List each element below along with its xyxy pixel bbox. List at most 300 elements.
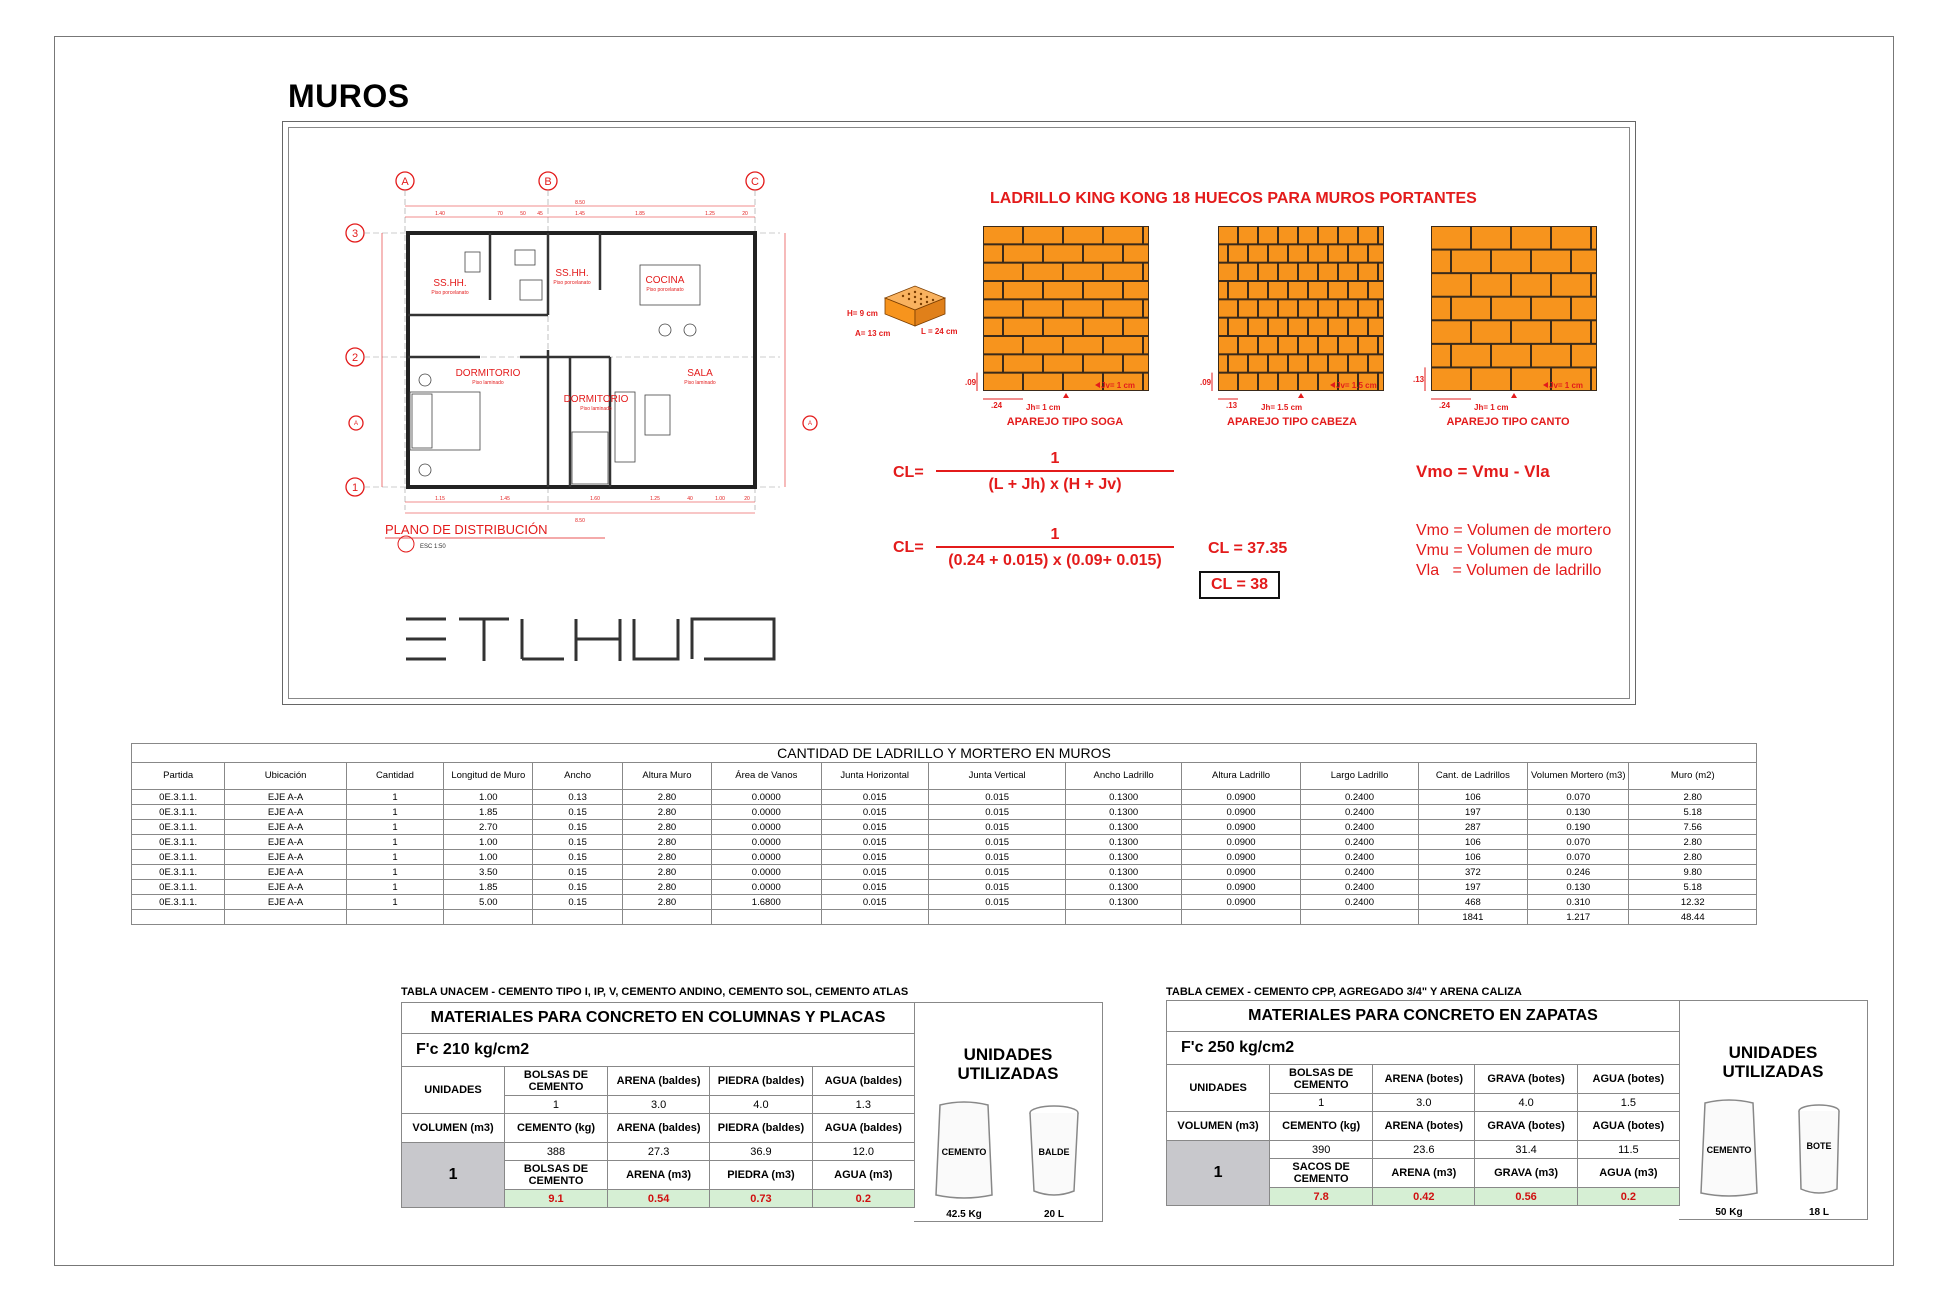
dim-top: 50 — [520, 211, 526, 217]
brick — [1432, 251, 1450, 273]
table-cell: 2.80 — [1629, 835, 1757, 850]
room-dormitorio-2-floor: Piso laminado — [580, 406, 612, 412]
table-cell: 2.80 — [622, 865, 711, 880]
unacem-table — [401, 1002, 915, 1208]
table-cell: 0E.3.1.1. — [132, 895, 225, 910]
brick — [1259, 337, 1277, 353]
brick-dim-h: H= 9 cm — [847, 309, 878, 318]
brick — [1592, 274, 1596, 296]
header-cell: AGUA (baldes) — [812, 1114, 914, 1143]
bag-label: CEMENTO — [1706, 1145, 1752, 1155]
brick — [984, 319, 1002, 335]
brick — [1472, 321, 1510, 343]
table-cell: EJE A-A — [225, 880, 346, 895]
table-cell: 1.85 — [444, 805, 533, 820]
brick — [984, 264, 1022, 280]
materials-title: MATERIALES PARA CONCRETO EN COLUMNAS Y PLACAS — [402, 1003, 915, 1034]
wall-jh: Jh= 1 cm — [1474, 403, 1509, 412]
quantity-table-title: CANTIDAD DE LADRILLO Y MORTERO EN MUROS — [132, 744, 1757, 763]
brick — [1219, 282, 1227, 298]
brick — [1472, 274, 1510, 296]
table-cell: 0.0000 — [712, 850, 821, 865]
table-cell: 0.015 — [928, 850, 1066, 865]
brick — [1319, 227, 1337, 243]
section-mark-left: A — [353, 421, 359, 427]
brick — [1024, 374, 1062, 390]
table-cell: 0.015 — [928, 880, 1066, 895]
table-cell: 0.2400 — [1301, 850, 1418, 865]
totals-cell — [928, 910, 1066, 925]
brick — [1369, 319, 1383, 335]
table-cell: 0E.3.1.1. — [132, 820, 225, 835]
brick — [1239, 300, 1257, 316]
table-cell: 1.6800 — [712, 895, 821, 910]
room-cocina-floor: Piso porcelanato — [646, 287, 684, 293]
brick — [1309, 355, 1327, 371]
table-cell: EJE A-A — [225, 820, 346, 835]
wall-left-dim: .09 — [1200, 377, 1212, 387]
wall-soga — [965, 222, 1155, 410]
totals-cell — [821, 910, 928, 925]
brick — [1552, 274, 1590, 296]
header-cell: CEMENTO (kg) — [1270, 1112, 1373, 1141]
table-cell: 0.1300 — [1066, 790, 1181, 805]
unacem-icons — [934, 1099, 1094, 1223]
brick — [1379, 264, 1383, 280]
table-cell: 0.1300 — [1066, 805, 1181, 820]
brick — [1004, 245, 1042, 261]
brick — [1452, 251, 1490, 273]
table-cell: 1 — [346, 820, 443, 835]
room-sala-floor: Piso laminado — [684, 380, 716, 386]
table-cell: 1 — [346, 850, 443, 865]
table-cell: EJE A-A — [225, 790, 346, 805]
brick — [1572, 251, 1596, 273]
dim-total-top: 8.50 — [575, 200, 585, 206]
header-cell: GRAVA (botes) — [1475, 1065, 1577, 1094]
brick — [1339, 300, 1357, 316]
dim-top: 1.45 — [575, 211, 585, 217]
wall-jv: Jv= 1 cm — [1101, 381, 1136, 390]
brick-dim-l: L = 24 cm — [921, 327, 958, 336]
table-cell: 0.0900 — [1181, 790, 1300, 805]
brick — [1024, 300, 1062, 316]
brick — [1124, 282, 1148, 298]
header-cell: AGUA (baldes) — [812, 1067, 914, 1096]
table-cell: 0.190 — [1528, 820, 1629, 835]
header-cell: ARENA (baldes) — [607, 1067, 709, 1096]
wall-cabeza — [1200, 222, 1390, 410]
table-cell: 0.0900 — [1181, 880, 1300, 895]
brick — [1289, 282, 1307, 298]
table-cell: 0.015 — [928, 835, 1066, 850]
brick — [1512, 227, 1550, 249]
wall-jh: Jh= 1 cm — [1026, 403, 1061, 412]
brick — [1359, 264, 1377, 280]
header-cell: BOLSAS DE CEMENTO — [505, 1067, 608, 1096]
brick — [1532, 251, 1570, 273]
table-cell: 0E.3.1.1. — [132, 790, 225, 805]
table-cell: 0.015 — [928, 805, 1066, 820]
brick — [984, 374, 1022, 390]
brick — [1432, 345, 1450, 367]
room-sshh-2: SS.HH. — [555, 268, 589, 279]
totals-cell — [1181, 910, 1300, 925]
table-cell: 0.0000 — [712, 805, 821, 820]
table-cell: 0.0000 — [712, 820, 821, 835]
brick — [1452, 345, 1490, 367]
brick — [1064, 374, 1102, 390]
header-cell: ARENA (baldes) — [607, 1114, 709, 1143]
column-header: Ancho Ladrillo — [1066, 763, 1181, 790]
brick — [1472, 227, 1510, 249]
axis-label-3: 3 — [351, 228, 359, 240]
result-cell: 7.8 — [1270, 1188, 1373, 1206]
table-cell: 0E.3.1.1. — [132, 880, 225, 895]
plan-scale: ESC 1:50 — [420, 544, 446, 550]
brick — [1299, 300, 1317, 316]
table-row — [132, 790, 1757, 805]
table-cell: 0.2400 — [1301, 820, 1418, 835]
brick — [1269, 355, 1287, 371]
brick — [1492, 345, 1530, 367]
dim-top: 45 — [537, 211, 543, 217]
brick — [984, 337, 1022, 353]
totals-cell — [444, 910, 533, 925]
totals-cell — [622, 910, 711, 925]
brick — [1339, 337, 1357, 353]
column-header: Muro (m2) — [1629, 763, 1757, 790]
table-cell: 0.0000 — [712, 835, 821, 850]
brick — [1064, 264, 1102, 280]
brick — [1369, 355, 1383, 371]
table-cell: 0.15 — [533, 895, 622, 910]
table-cell: 1.00 — [444, 850, 533, 865]
brick — [1592, 227, 1596, 249]
result-cell: 0.56 — [1475, 1188, 1577, 1206]
brick — [1339, 227, 1357, 243]
brick — [1249, 245, 1267, 261]
brick — [1269, 245, 1287, 261]
brick — [1359, 227, 1377, 243]
table-cell: 9.80 — [1629, 865, 1757, 880]
bucket-label: BALDE — [1038, 1147, 1070, 1157]
table-cell: 2.80 — [622, 850, 711, 865]
brick — [1144, 300, 1148, 316]
formula-rounded: CL = 38 — [1199, 571, 1280, 599]
brick — [1572, 298, 1596, 320]
table-cell: 2.80 — [622, 895, 711, 910]
brick — [1532, 298, 1570, 320]
brick — [1104, 227, 1142, 243]
header-cell: ARENA (botes) — [1373, 1112, 1475, 1141]
brick — [1229, 282, 1247, 298]
unacem-units-panel — [914, 1002, 1103, 1222]
brick — [1219, 374, 1237, 390]
brick — [1329, 355, 1347, 371]
brick — [1279, 227, 1297, 243]
value-cell: 1.3 — [812, 1096, 914, 1114]
row-number: 1 — [402, 1143, 505, 1208]
header-cell: GRAVA (botes) — [1475, 1112, 1577, 1141]
bucket-icon — [1799, 1111, 1839, 1193]
table-cell: 12.32 — [1629, 895, 1757, 910]
table-cell: 7.56 — [1629, 820, 1757, 835]
brick — [984, 227, 1022, 243]
brick — [1492, 298, 1530, 320]
totals-cell — [225, 910, 346, 925]
brick — [1239, 337, 1257, 353]
brick — [1044, 245, 1082, 261]
brick — [1592, 321, 1596, 343]
header-cell: AGUA (m3) — [812, 1161, 914, 1190]
value-cell: 1 — [505, 1096, 608, 1114]
brick — [1349, 355, 1367, 371]
brick — [984, 355, 1002, 371]
header-cell: PIEDRA (baldes) — [710, 1114, 812, 1143]
formula-1-numerator: 1 — [936, 450, 1174, 472]
table-cell: 0.2400 — [1301, 790, 1418, 805]
table-cell: 1.00 — [444, 835, 533, 850]
brick — [1084, 319, 1122, 335]
table-cell: 2.70 — [444, 820, 533, 835]
result-cell: 0.54 — [607, 1190, 709, 1208]
brick — [1004, 355, 1042, 371]
table-cell: 0.015 — [928, 865, 1066, 880]
table-cell: 0E.3.1.1. — [132, 865, 225, 880]
brick — [1124, 319, 1148, 335]
table-cell: 1 — [346, 835, 443, 850]
brick — [1044, 319, 1082, 335]
dim-top: 70 — [497, 211, 503, 217]
row-label-volumen: VOLUMEN (m3) — [402, 1114, 505, 1143]
materials-title: MATERIALES PARA CONCRETO EN ZAPATAS — [1167, 1001, 1680, 1032]
header-cell: BOLSAS DE CEMENTO — [1270, 1065, 1373, 1094]
table-cell: 0.13 — [533, 790, 622, 805]
brick — [1432, 274, 1470, 296]
brick — [1259, 300, 1277, 316]
formula-2-numerator: 1 — [936, 526, 1174, 548]
table-cell: 0.1300 — [1066, 880, 1181, 895]
wall-label-canto: APAREJO TIPO CANTO — [1446, 416, 1570, 428]
table-cell: 0.015 — [821, 835, 928, 850]
brick — [1299, 227, 1317, 243]
value-cell: 1 — [1270, 1094, 1373, 1112]
axis-label-a: A — [401, 176, 409, 188]
room-sshh-1: SS.HH. — [433, 278, 467, 289]
table-cell: 0.15 — [533, 805, 622, 820]
brick — [984, 245, 1002, 261]
brick — [1064, 227, 1102, 243]
table-cell: 0.2400 — [1301, 895, 1418, 910]
brick — [1144, 374, 1148, 390]
wall-bottom-dim: .24 — [991, 401, 1003, 410]
brick-dim-a: A= 13 cm — [855, 329, 891, 338]
brick — [1289, 245, 1307, 261]
value-cell: 11.5 — [1577, 1141, 1679, 1159]
table-cell: EJE A-A — [225, 835, 346, 850]
brick — [1104, 300, 1142, 316]
brick — [1269, 319, 1287, 335]
dim-bottom: 1.45 — [500, 496, 510, 502]
vmo-formula: Vmo = Vmu - Vla — [1416, 462, 1550, 481]
value-cell: 4.0 — [1475, 1094, 1577, 1112]
table-cell: 5.18 — [1629, 805, 1757, 820]
brick — [1124, 245, 1148, 261]
brick — [1359, 300, 1377, 316]
dim-bottom: 1.60 — [590, 496, 600, 502]
column-header: Altura Muro — [622, 763, 711, 790]
column-header: Altura Ladrillo — [1181, 763, 1300, 790]
page-title: MUROS — [288, 78, 410, 114]
brick — [1552, 321, 1590, 343]
brick — [1219, 355, 1227, 371]
room-sala: SALA — [687, 368, 713, 379]
table-cell: 0.070 — [1528, 835, 1629, 850]
header-cell: BOLSAS DE CEMENTO — [505, 1161, 608, 1190]
brick — [1349, 282, 1367, 298]
dim-bottom: 20 — [744, 496, 750, 502]
brick — [1064, 300, 1102, 316]
table-cell: 0.130 — [1528, 805, 1629, 820]
table-cell: 0.015 — [928, 820, 1066, 835]
bag-label: CEMENTO — [941, 1147, 987, 1157]
table-cell: 0.0000 — [712, 865, 821, 880]
table-cell: 197 — [1418, 805, 1527, 820]
table-cell: 468 — [1418, 895, 1527, 910]
brick — [1329, 282, 1347, 298]
brick — [1249, 282, 1267, 298]
brick — [1239, 227, 1257, 243]
table-cell: 5.18 — [1629, 880, 1757, 895]
table-cell: EJE A-A — [225, 895, 346, 910]
brick — [1379, 374, 1383, 390]
table-cell: 0.15 — [533, 835, 622, 850]
formula-result: CL = 37.35 — [1208, 540, 1288, 557]
cemex-table — [1166, 1000, 1680, 1206]
table-cell: 2.80 — [622, 820, 711, 835]
wall-bottom-dim: .13 — [1226, 401, 1238, 410]
header-cell: AGUA (botes) — [1577, 1112, 1679, 1141]
bucket-label: BOTE — [1806, 1141, 1832, 1151]
table-cell: 1.00 — [444, 790, 533, 805]
quantity-table — [131, 743, 1757, 925]
brick — [1084, 282, 1122, 298]
table-cell: 0.2400 — [1301, 805, 1418, 820]
column-header: Área de Vanos — [712, 763, 821, 790]
brick — [1024, 227, 1062, 243]
table-cell: 0.0900 — [1181, 805, 1300, 820]
value-cell: 23.6 — [1373, 1141, 1475, 1159]
table-cell: EJE A-A — [225, 805, 346, 820]
table-cell: 1 — [346, 895, 443, 910]
table-cell: 3.50 — [444, 865, 533, 880]
dim-bottom: 1.00 — [715, 496, 725, 502]
table-cell: 1.85 — [444, 880, 533, 895]
brick — [1279, 337, 1297, 353]
brick — [1329, 245, 1347, 261]
room-dormitorio-1-floor: Piso laminado — [472, 380, 504, 386]
table-row — [132, 865, 1757, 880]
brick — [984, 282, 1002, 298]
value-cell: 1.5 — [1577, 1094, 1679, 1112]
brick — [1309, 319, 1327, 335]
table-cell: 0.2400 — [1301, 835, 1418, 850]
row-label-units: UNIDADES — [402, 1067, 505, 1114]
table-cell: 0.2400 — [1301, 865, 1418, 880]
table-cell: 0.015 — [821, 820, 928, 835]
table-cell: 0E.3.1.1. — [132, 835, 225, 850]
brick-title: LADRILLO KING KONG 18 HUECOS PARA MUROS PORTANTES — [990, 190, 1477, 207]
wall-bottom-dim: .24 — [1439, 401, 1451, 410]
row-number: 1 — [1167, 1141, 1270, 1206]
room-cocina: COCINA — [645, 275, 685, 286]
table-cell: 2.80 — [1629, 790, 1757, 805]
brick — [1279, 374, 1297, 390]
brick — [1249, 319, 1267, 335]
brick — [1379, 227, 1383, 243]
table-cell: 0.0900 — [1181, 835, 1300, 850]
formula-1-denominator: (L + Jh) x (H + Jv) — [988, 476, 1122, 493]
header-cell: AGUA (m3) — [1577, 1159, 1679, 1188]
value-cell: 3.0 — [1373, 1094, 1475, 1112]
totals-cell: 48.44 — [1629, 910, 1757, 925]
table-cell: 2.80 — [1629, 850, 1757, 865]
table-cell: 1 — [346, 865, 443, 880]
brick — [1219, 337, 1237, 353]
table-cell: 0.015 — [821, 880, 928, 895]
table-cell: 0.070 — [1528, 850, 1629, 865]
table-cell: 0.015 — [928, 790, 1066, 805]
brick — [1379, 300, 1383, 316]
table-row — [132, 835, 1757, 850]
bag-value: 42.5 Kg — [946, 1209, 982, 1220]
brick — [1592, 368, 1596, 390]
room-sshh-1-floor: Piso porcelanato — [431, 290, 469, 296]
company-logo — [404, 615, 784, 665]
brick — [1349, 319, 1367, 335]
brick — [1044, 355, 1082, 371]
brick — [1369, 282, 1383, 298]
table-cell: 0.1300 — [1066, 820, 1181, 835]
totals-cell: 1.217 — [1528, 910, 1629, 925]
result-cell: 0.42 — [1373, 1188, 1475, 1206]
table-cell: 0.0900 — [1181, 865, 1300, 880]
totals-cell — [533, 910, 622, 925]
brick — [1552, 227, 1590, 249]
legend-vla: Vla = Volumen de ladrillo — [1416, 562, 1602, 579]
result-cell: 0.2 — [1577, 1188, 1679, 1206]
table-cell: 1 — [346, 805, 443, 820]
table-cell: 0.015 — [821, 790, 928, 805]
legend-vmo: Vmo = Volumen de mortero — [1416, 522, 1612, 539]
unacem-units-title: UNIDADES UTILIZADAS — [957, 1045, 1059, 1083]
brick — [1432, 298, 1450, 320]
brick — [1144, 227, 1148, 243]
dim-top: 1.25 — [705, 211, 715, 217]
brick — [1004, 282, 1042, 298]
table-cell: 0.015 — [928, 895, 1066, 910]
axis-label-2: 2 — [351, 352, 359, 364]
table-cell: 0.1300 — [1066, 895, 1181, 910]
table-row — [132, 895, 1757, 910]
brick — [1084, 245, 1122, 261]
table-cell: 106 — [1418, 790, 1527, 805]
formula-2 — [936, 526, 1174, 570]
brick — [1289, 319, 1307, 335]
brick — [1249, 355, 1267, 371]
wall-canto — [1413, 222, 1603, 410]
